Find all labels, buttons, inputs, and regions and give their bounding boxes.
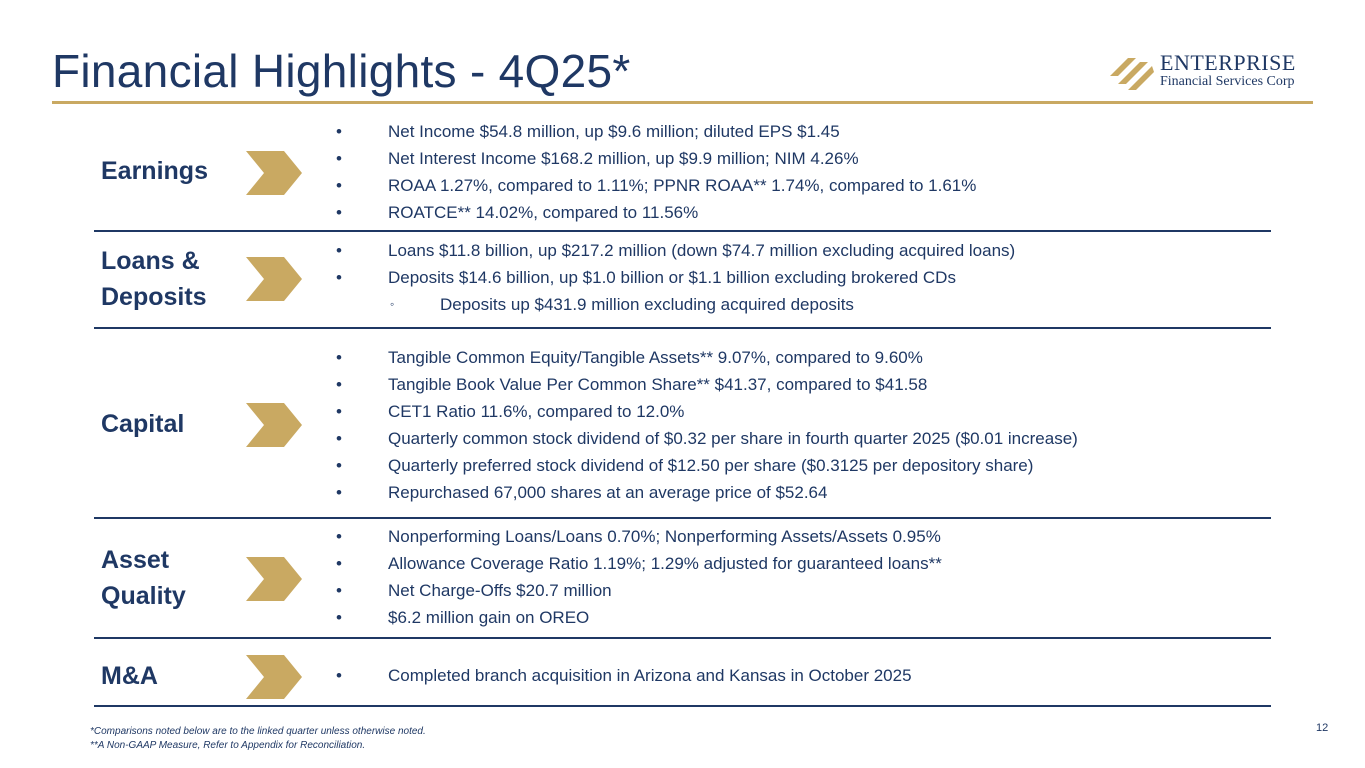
list-item: • Completed branch acquisition in Arizona and Kansas in October 2025 [336, 666, 912, 685]
section-label-asset-quality: Asset Quality [101, 546, 186, 610]
list-item: • Net Interest Income $168.2 million, up $9.9 million; NIM 4.26% [336, 149, 859, 168]
list-item: • ROAA 1.27%, compared to 1.11%; PPNR ROAA** 1.74%, compared to 1.61% [336, 176, 977, 195]
list-item: • ROATCE** 14.02%, compared to 11.56% [336, 203, 699, 222]
chevron-right-icon [246, 655, 302, 699]
company-logo [1108, 50, 1318, 94]
list-item: • $6.2 million gain on OREO [336, 608, 590, 627]
list-item: • Net Income $54.8 million, up $9.6 million; diluted EPS $1.45 [336, 122, 840, 141]
section-label-loans-deposits: Loans & Deposits [101, 247, 207, 311]
list-item: • Tangible Common Equity/Tangible Assets** 9.07%, compared to 9.60% [336, 348, 923, 367]
section-label-ma: M&A [101, 662, 158, 690]
list-item: • Repurchased 67,000 shares at an average price of $52.64 [336, 483, 828, 502]
logo-mark-icon [1108, 52, 1156, 92]
list-item: • Nonperforming Loans/Loans 0.70%; Nonperforming Assets/Assets 0.95% [336, 527, 941, 546]
bullet-list-ma [336, 662, 912, 689]
section-divider [94, 230, 1271, 232]
list-item: • Deposits $14.6 billion, up $1.0 billion or $1.1 billion excluding brokered CDs [336, 268, 956, 287]
section-divider [94, 327, 1271, 329]
chevron-right-icon [246, 403, 302, 447]
list-item: • Quarterly common stock dividend of $0.32 per share in fourth quarter 2025 ($0.01 increase) [336, 429, 1078, 448]
list-item: • CET1 Ratio 11.6%, compared to 12.0% [336, 402, 685, 421]
chevron-right-icon [246, 557, 302, 601]
logo-name: ENTERPRISE [1160, 50, 1296, 75]
footnote: *Comparisons noted below are to the linked quarter unless otherwise noted. [90, 726, 426, 737]
page-number: 12 [1316, 722, 1329, 734]
logo-subtitle: Financial Services Corp [1160, 74, 1295, 89]
list-item: • Allowance Coverage Ratio 1.19%; 1.29% adjusted for guaranteed loans** [336, 554, 942, 573]
bullet-list-asset-quality [336, 523, 942, 631]
section-divider [94, 637, 1271, 639]
chevron-right-icon [246, 151, 302, 195]
list-item: • Loans $11.8 billion, up $217.2 million (down $74.7 million excluding acquired loans) [336, 241, 1016, 260]
page-title: Financial Highlights - 4Q25* [52, 45, 631, 97]
bullet-list-earnings [336, 118, 976, 226]
bullet-list-loans-deposits [336, 237, 1015, 318]
chevron-right-icon [246, 257, 302, 301]
list-item: • Tangible Book Value Per Common Share** $41.37, compared to $41.58 [336, 375, 928, 394]
bullet-list-capital [336, 344, 1078, 506]
section-label-capital: Capital [101, 410, 185, 438]
list-item: • Quarterly preferred stock dividend of $12.50 per share ($0.3125 per depository share) [336, 456, 1034, 475]
list-item: • Net Charge-Offs $20.7 million [336, 581, 612, 600]
section-divider [94, 705, 1271, 707]
section-label-earnings: Earnings [101, 157, 208, 185]
title-underline [52, 101, 1313, 104]
footnote: **A Non-GAAP Measure, Refer to Appendix for Reconciliation. [90, 740, 366, 751]
sub-list-item: ◦ Deposits up $431.9 million excluding acquired deposits [390, 295, 854, 314]
section-divider [94, 517, 1271, 519]
